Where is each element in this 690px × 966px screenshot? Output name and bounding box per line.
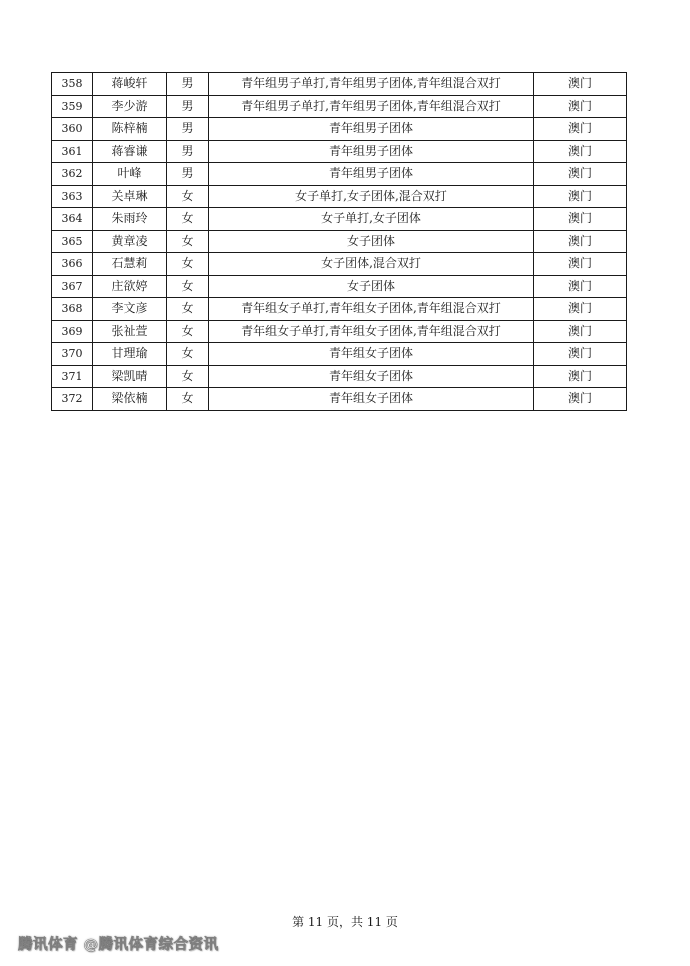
cell-events: 青年组男子团体: [209, 163, 534, 186]
cell-name: 黄章凌: [93, 230, 167, 253]
cell-events: 女子团体: [209, 275, 534, 298]
cell-gender: 男: [167, 95, 209, 118]
cell-gender: 女: [167, 185, 209, 208]
cell-number: 370: [52, 343, 93, 366]
cell-gender: 男: [167, 118, 209, 141]
cell-name: 梁依楠: [93, 388, 167, 411]
table-row: [52, 163, 627, 186]
cell-events: 青年组女子单打,青年组女子团体,青年组混合双打: [209, 320, 534, 343]
cell-number: 371: [52, 365, 93, 388]
table-row: [52, 365, 627, 388]
cell-gender: 女: [167, 298, 209, 321]
cell-gender: 女: [167, 320, 209, 343]
cell-gender: 女: [167, 275, 209, 298]
cell-number: 372: [52, 388, 93, 411]
cell-events: 青年组女子团体: [209, 343, 534, 366]
cell-region: 澳门: [534, 208, 627, 231]
cell-region: 澳门: [534, 118, 627, 141]
table-row: [52, 73, 627, 96]
table-row: [52, 298, 627, 321]
cell-events: 青年组女子团体: [209, 388, 534, 411]
cell-events: 青年组男子团体: [209, 140, 534, 163]
cell-region: 澳门: [534, 298, 627, 321]
table-row: [52, 95, 627, 118]
cell-events: 女子团体,混合双打: [209, 253, 534, 276]
cell-region: 澳门: [534, 140, 627, 163]
cell-name: 庄欲婷: [93, 275, 167, 298]
cell-events: 女子团体: [209, 230, 534, 253]
cell-name: 李少游: [93, 95, 167, 118]
cell-name: 蒋峻轩: [93, 73, 167, 96]
cell-region: 澳门: [534, 185, 627, 208]
cell-region: 澳门: [534, 343, 627, 366]
cell-region: 澳门: [534, 388, 627, 411]
cell-events: 青年组男子单打,青年组男子团体,青年组混合双打: [209, 73, 534, 96]
cell-region: 澳门: [534, 163, 627, 186]
cell-number: 361: [52, 140, 93, 163]
cell-events: 青年组女子团体: [209, 365, 534, 388]
cell-number: 362: [52, 163, 93, 186]
cell-number: 369: [52, 320, 93, 343]
athlete-roster-table: [51, 72, 627, 411]
cell-number: 363: [52, 185, 93, 208]
cell-number: 358: [52, 73, 93, 96]
cell-gender: 男: [167, 140, 209, 163]
cell-gender: 女: [167, 343, 209, 366]
cell-region: 澳门: [534, 230, 627, 253]
cell-number: 365: [52, 230, 93, 253]
cell-gender: 男: [167, 73, 209, 96]
table-row: [52, 320, 627, 343]
cell-region: 澳门: [534, 365, 627, 388]
cell-name: 关卓琳: [93, 185, 167, 208]
cell-events: 青年组女子单打,青年组女子团体,青年组混合双打: [209, 298, 534, 321]
table-row: [52, 388, 627, 411]
cell-region: 澳门: [534, 320, 627, 343]
cell-events: 青年组男子单打,青年组男子团体,青年组混合双打: [209, 95, 534, 118]
cell-gender: 女: [167, 253, 209, 276]
cell-number: 367: [52, 275, 93, 298]
cell-name: 甘理瑜: [93, 343, 167, 366]
cell-name: 陈梓楠: [93, 118, 167, 141]
page-number-footer: 第 11 页，共 11 页: [292, 915, 398, 929]
table-row: [52, 185, 627, 208]
cell-events: 女子单打,女子团体: [209, 208, 534, 231]
cell-region: 澳门: [534, 73, 627, 96]
cell-number: 364: [52, 208, 93, 231]
cell-number: 366: [52, 253, 93, 276]
cell-name: 梁凯晴: [93, 365, 167, 388]
cell-gender: 女: [167, 230, 209, 253]
cell-name: 朱雨玲: [93, 208, 167, 231]
cell-gender: 女: [167, 388, 209, 411]
table-row: [52, 275, 627, 298]
table-row: [52, 253, 627, 276]
cell-region: 澳门: [534, 95, 627, 118]
table-row: [52, 140, 627, 163]
table-row: [52, 118, 627, 141]
cell-name: 蒋睿谦: [93, 140, 167, 163]
cell-name: 叶峰: [93, 163, 167, 186]
table-row: [52, 230, 627, 253]
table-row: [52, 343, 627, 366]
table-row: [52, 208, 627, 231]
cell-name: 石慧莉: [93, 253, 167, 276]
cell-number: 359: [52, 95, 93, 118]
cell-gender: 男: [167, 163, 209, 186]
watermark-text: 腾讯体育 @腾讯体育综合资讯: [18, 937, 219, 953]
cell-number: 368: [52, 298, 93, 321]
cell-name: 李文彦: [93, 298, 167, 321]
cell-region: 澳门: [534, 253, 627, 276]
cell-number: 360: [52, 118, 93, 141]
cell-gender: 女: [167, 208, 209, 231]
cell-gender: 女: [167, 365, 209, 388]
cell-name: 张祉萱: [93, 320, 167, 343]
cell-region: 澳门: [534, 275, 627, 298]
cell-events: 青年组男子团体: [209, 118, 534, 141]
cell-events: 女子单打,女子团体,混合双打: [209, 185, 534, 208]
roster-table-body: [52, 73, 627, 411]
